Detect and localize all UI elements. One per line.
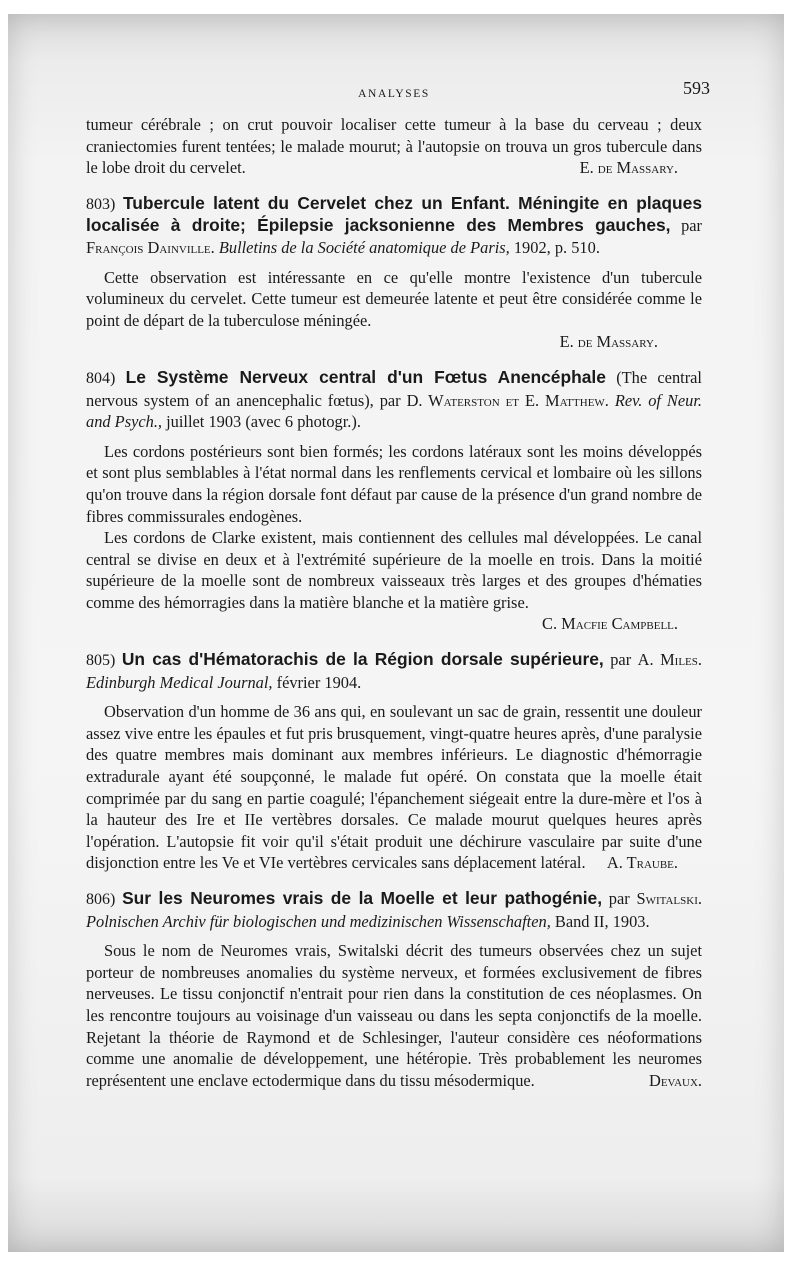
entry-author: François Dainville. [86, 237, 215, 257]
entry-source: Bulletins de la Société anatomique de Paris, [218, 237, 510, 257]
entry-806 [86, 888, 702, 1091]
entry-title: Sur les Neuromes vrais de la Moelle et leur pathogénie, [122, 888, 603, 908]
entry-paragraph: Les cordons postérieurs sont bien formés; les cordons latéraux sont les moins développés et sont plus semblables à l'état normal dans les renflements cervical et lombaire où les sillons qu'on trouve dans la région dorsale font défaut par cause de la présence d'un grand nombre de fibres commissurales endogènes. [86, 441, 702, 526]
entry-source: Polnischen Archiv für biologischen und medizinischen Wissenschaften, [86, 911, 551, 931]
signature: C. Macfie Campbell. [542, 614, 678, 634]
entry-number: 806) [86, 891, 116, 908]
entry-author: A. Miles. [637, 650, 702, 670]
entry-number: 803) [86, 195, 116, 213]
entry-title: Un cas d'Hématorachis de la Région dorsale supérieure, [121, 649, 604, 670]
signature: Devaux. [648, 1070, 702, 1090]
entry-date: février 1904. [276, 672, 362, 692]
entry-paragraph: Observation d'un homme de 36 ans qui, en soulevant un sac de grain, ressentit une douleur assez vive entre les épaules et fut pris brusquement, vingt-quatre heures après, d'une paralysie des quatre membres mais dominant aux membres inférieurs. Le diagnostic d'hémorragie extradurale ayant été soupçonné, le malade fut opéré. On constata que la moelle était comprimée par du sang en partie coagulé; l'épanchement siégeait entre la dure-mère et l'os à la hauteur des Ire et IIe vertèbres dorsales. Ce malade mourut quelques heures après l'opération. L'autopsie fit voir qu'il s'était produit une déchirure vasculaire par suite d'une disjonction entre les Ve et VIe vertèbres cervicales sans déplacement latéral. A. Traube. [86, 702, 702, 873]
entry-805 [86, 649, 702, 874]
entry-title: Tubercule latent du Cervelet chez un Enfant. Méningite en plaques localisée à droite; Épilepsie jacksonienne des Membres gauches, [86, 192, 702, 236]
entry-title: Le Système Nerveux central d'un Fœtus Anencéphale [125, 366, 606, 387]
entry-heading: 803) Tubercule latent du Cervelet chez un Enfant. Méningite en plaques localisée à droite; Épilepsie jacksonienne des Membres gauches, par François Dainville. Bulletins de la Société anatomique de Paris, 1902, p. 510. [86, 192, 702, 257]
entry-paragraph: Les cordons de Clarke existent, mais contiennent des cellules mal développées. Le canal central se divise en deux et à l'extrémité supérieure de la moelle en trois. Dans la moitié supérieure de la moelle sont de nombreux vaisseaux très larges et des groupes d'hématies comme des hémorragies dans la matière blanche et la matière grise. C. Macfie Campbell. [86, 528, 702, 634]
entry-author: Switalski. [636, 889, 702, 908]
entry-date: Band II, 1903. [554, 911, 650, 931]
running-title: ANALYSES [358, 88, 430, 100]
entry-date: 1902, p. 510. [513, 237, 600, 257]
signature: A. Traube. [606, 853, 678, 873]
continuation-text: tumeur cérébrale ; on crut pouvoir localiser cette tumeur à la base du cerveau ; deux craniectomies furent tentées; le malade mourut; à l'autopsie on trouva un gros tubercule dans le lobe droit du cervelet. E. de Massary. [86, 115, 702, 178]
entry-source: Rev. of Neur. and Psych., [86, 390, 702, 432]
entry-paragraph: Sous le nom de Neuromes vrais, Switalski décrit des tumeurs observées chez un sujet porteur de nombreuses anomalies du système nerveux, et formées exclusivement de fibres nerveuses. Le tissu conjonctif n'entrait pour rien dans la constitution de ces néoplasmes. On les rencontre toujours au voisinage d'un vaisseau ou dans les septa conjonctifs de la moelle. Rejetant la théorie de Raymond et de Schlesinger, l'auteur considère ces néoformations comme une anomalie de développement, une hétéropie. Très probablement les neuromes représentent une enclave ectodermique dans du tissu mésodermique. Devaux. [86, 941, 702, 1090]
entry-number: 805) [86, 652, 116, 670]
entry-subtitle: (The central nervous system of an anencephalic fœtus), par [86, 367, 702, 410]
page-number: 593 [683, 78, 710, 98]
entry-heading [86, 367, 702, 433]
entry-source: Edinburgh Medical Journal, [86, 672, 273, 692]
entry-paragraph: Cette observation est intéressante en ce qu'elle montre l'existence d'un tubercule volumineux du cervelet. Cette tumeur est demeurée latente et peut être considérée comme le point de départ de la tuberculose méningée. [86, 267, 702, 330]
entry-heading: 806) Sur les Neuromes vrais de la Moelle et leur pathogénie, par Switalski. Polnischen Archiv für biologischen und medizinischen Wissenschaften, Band II, 1903. [86, 888, 702, 931]
signature: E. de Massary. [579, 158, 678, 178]
running-header [86, 78, 710, 106]
entry-author: D. Waterston et E. Matthew. [406, 390, 609, 410]
entry-date: juillet 1903 (avec 6 photogr.). [166, 412, 361, 432]
entry-heading: 805) Un cas d'Hématorachis de la Région dorsale supérieure, par A. Miles. Edinburgh Medical Journal, février 1904. [86, 649, 702, 692]
entry-803 [86, 193, 702, 353]
signature: E. de Massary. [559, 332, 658, 352]
entry-number: 804) [86, 369, 116, 387]
entry-804 [86, 367, 702, 635]
page [86, 78, 710, 1091]
